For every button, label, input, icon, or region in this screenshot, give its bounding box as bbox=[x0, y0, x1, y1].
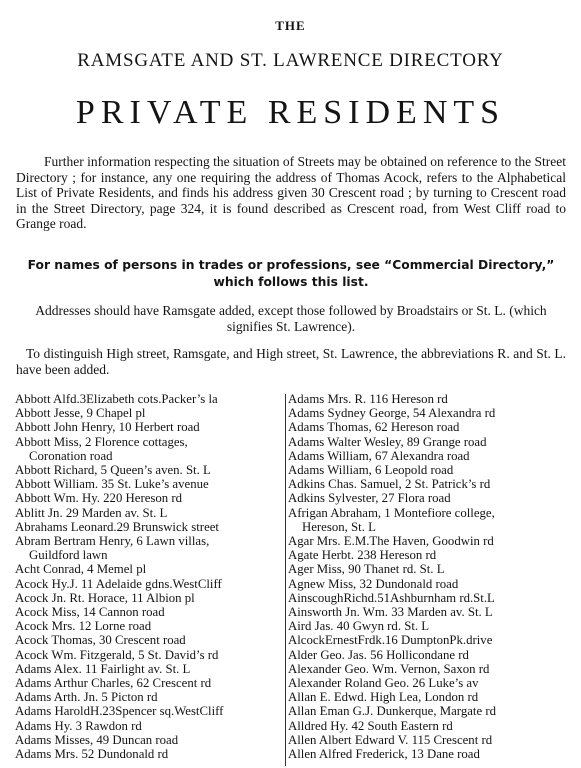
list-item: Afrigan Abraham, 1 Montefiore college, bbox=[288, 505, 495, 520]
list-item: Alexander Roland Geo. 26 Luke’s av bbox=[288, 676, 479, 691]
list-item: Adams Mrs. 52 Dundonald rd bbox=[15, 747, 169, 762]
list-item: Adams Hy. 3 Rawdon rd bbox=[15, 718, 142, 733]
list-item: Ablitt Jn. 29 Marden av. St. L bbox=[15, 505, 168, 520]
list-item: Abbott Jesse, 9 Chapel pl bbox=[15, 406, 146, 421]
list-item: Agnew Miss, 32 Dundonald road bbox=[288, 576, 459, 591]
list-item: Adkins Chas. Samuel, 2 St. Patrick’s rd bbox=[288, 477, 491, 492]
section-title: PRIVATE RESIDENTS bbox=[75, 94, 506, 131]
list-item: Adams Mrs. R. 116 Hereson rd bbox=[288, 392, 448, 406]
list-item: Allen Albert Edward V. 115 Crescent rd bbox=[288, 732, 493, 747]
list-item: Alldred Hy. 42 South Eastern rd bbox=[288, 718, 453, 733]
residents-list-left bbox=[15, 392, 285, 761]
list-item: Adams William, 67 Alexandra road bbox=[288, 448, 470, 463]
list-item: Adams Thomas, 62 Hereson road bbox=[288, 420, 460, 435]
list-item: Allen Alfred Frederick, 13 Dane road bbox=[288, 747, 480, 762]
list-item: Abbott Alfd.3Elizabeth cots.Packer’s la bbox=[15, 392, 218, 406]
ramsgate-address-note: Addresses should have Ramsgate added, except those followed by Broadstairs or St. L. (which signifies St. Lawrence). bbox=[35, 303, 547, 334]
list-item: Abrahams Leonard.29 Brunswick street bbox=[15, 519, 219, 534]
list-item: Adams HaroldH.23Spencer sq.WestCliff bbox=[15, 704, 224, 719]
list-item: Abbott Wm. Hy. 220 Hereson rd bbox=[15, 491, 183, 506]
commercial-directory-note: For names of persons in trades or professions, see “Commercial Directory,” which follows this list. bbox=[27, 258, 555, 289]
list-item: Acock Jn. Rt. Horace, 11 Albion pl bbox=[15, 590, 195, 605]
intro-paragraph: Further information respecting the situation of Streets may be obtained on reference to the Street Directory ; for instance, any one requiring the address of Thomas Acock, refers to the Alphabetical List of Private Residents, and finds his address given 30 Crescent road ; by turning to Crescent road in the Street Directory, page 324, it is found described as Crescent road, from West Cliff road to Grange road. bbox=[16, 154, 566, 232]
list-item: Adams Walter Wesley, 89 Grange road bbox=[288, 434, 487, 449]
list-item: Ager Miss, 90 Thanet rd. St. L bbox=[288, 562, 445, 577]
list-item: Adams Sydney George, 54 Alexandra rd bbox=[288, 406, 496, 421]
list-item: Aird Jas. 40 Gwyn rd. St. L bbox=[288, 619, 430, 634]
list-item: Agate Herbt. 238 Hereson rd bbox=[288, 548, 437, 563]
list-item: Abbott John Henry, 10 Herbert road bbox=[15, 420, 200, 435]
list-item: Acht Conrad, 4 Memel pl bbox=[15, 562, 147, 577]
list-item: Acock Miss, 14 Cannon road bbox=[15, 605, 165, 620]
list-item: Allan Eman G.J. Dunkerque, Margate rd bbox=[288, 704, 497, 719]
list-item: Adams William, 6 Leopold road bbox=[288, 463, 454, 478]
list-item: Acock Wm. Fitzgerald, 5 St. David’s rd bbox=[15, 647, 219, 662]
list-item: Adams Alex. 11 Fairlight av. St. L bbox=[15, 661, 191, 676]
list-item: Abbott William. 35 St. Luke’s avenue bbox=[15, 477, 209, 492]
column-divider bbox=[285, 394, 286, 766]
list-item: AlcockErnestFrdk.16 DumptonPk.drive bbox=[288, 633, 493, 648]
list-item: Adams Misses, 49 Duncan road bbox=[15, 732, 179, 747]
list-item: Acock Mrs. 12 Lorne road bbox=[15, 619, 152, 634]
list-item: Alexander Geo. Wm. Vernon, Saxon rd bbox=[288, 661, 490, 676]
residents-list-right bbox=[288, 392, 562, 761]
list-item: Adams Arthur Charles, 62 Crescent rd bbox=[15, 676, 212, 691]
list-item: Abram Bertram Henry, 6 Lawn villas, bbox=[15, 534, 210, 549]
list-item: Abbott Miss, 2 Florence cottages, bbox=[15, 434, 188, 449]
list-item: Abbott Richard, 5 Queen’s aven. St. L bbox=[15, 463, 211, 478]
list-item: Allan E. Edwd. High Lea, London rd bbox=[288, 690, 479, 705]
list-item: Adams Arth. Jn. 5 Picton rd bbox=[15, 690, 158, 705]
list-item: Ainsworth Jn. Wm. 33 Marden av. St. L bbox=[288, 605, 493, 620]
list-item-continuation: Hereson, St. L bbox=[302, 519, 376, 534]
list-item: Alder Geo. Jas. 56 Hollicondane rd bbox=[288, 647, 469, 662]
high-street-note: To distinguish High street, Ramsgate, and High street, St. Lawrence, the abbreviations R. and St. L. have been added. bbox=[16, 346, 566, 377]
directory-title: RAMSGATE AND ST. LAWRENCE DIRECTORY bbox=[77, 50, 504, 71]
list-item-continuation: Coronation road bbox=[29, 448, 113, 463]
list-item: Agar Mrs. E.M.The Haven, Goodwin rd bbox=[288, 534, 494, 549]
list-item: Adkins Sylvester, 27 Flora road bbox=[288, 491, 451, 506]
list-item: Acock Thomas, 30 Crescent road bbox=[15, 633, 186, 648]
list-item: AinscoughRichd.51Ashburnham rd.St.L bbox=[288, 590, 495, 605]
header-the: THE bbox=[275, 18, 306, 33]
list-item: Acock Hy.J. 11 Adelaide gdns.WestCliff bbox=[15, 576, 222, 591]
list-item-continuation: Guildford lawn bbox=[29, 548, 108, 563]
